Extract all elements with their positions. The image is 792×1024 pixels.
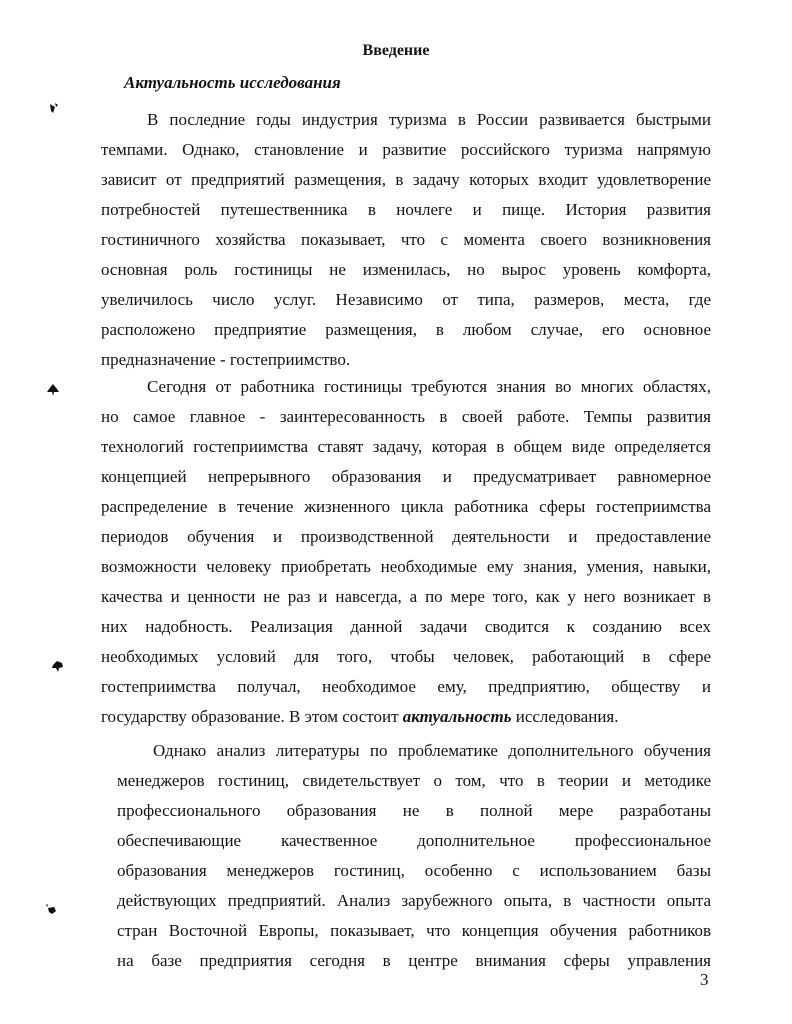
scan-artifact-mark <box>46 383 60 397</box>
text-line: Сегодня от работника гостиницы требуются знания во многих областях, <box>147 377 711 396</box>
text-line: периодов обучения и производственной деятельности и предоставление <box>101 527 711 546</box>
text-line: увеличилось число услуг. Независимо от типа, размеров, места, где <box>101 290 711 309</box>
text-line: концепцией непрерывного образования и предусматривает равномерное <box>101 467 711 486</box>
text-line: на базе предприятия сегодня в центре внимания сферы управления <box>117 951 711 970</box>
text-line: зависит от предприятий размещения, в задачу которых входит удовлетворение <box>101 170 711 189</box>
text-segment: государству образование. В этом состоит <box>101 707 403 726</box>
emphasized-term: актуальность <box>402 707 512 726</box>
text-line: Однако анализ литературы по проблематике дополнительного обучения <box>153 741 711 760</box>
text-line: предназначение - гостеприимство. <box>101 350 351 369</box>
text-line: качества и ценности не раз и навсегда, а по мере того, как у него возникает в <box>101 587 711 606</box>
text-line: обеспечивающие качественное дополнительное профессиональное <box>117 831 711 850</box>
text-line: действующих предприятий. Анализ зарубежного опыта, в частности опыта <box>117 891 711 910</box>
text-line: основная роль гостиницы не изменилась, но вырос уровень комфорта, <box>101 260 711 279</box>
text-line: технологий гостеприимства ставят задачу, которая в общем виде определяется <box>101 437 711 456</box>
text-line: образования менеджеров гостиниц, особенно с использованием базы <box>117 861 711 880</box>
text-line: стран Восточной Европы, показывает, что концепция обучения работников <box>117 921 711 940</box>
scan-artifact-mark <box>47 101 61 115</box>
text-line: менеджеров гостиниц, свидетельствует о том, что в теории и методике <box>117 771 711 790</box>
text-line-with-emphasis <box>101 702 711 732</box>
scan-artifact-mark <box>51 659 65 673</box>
text-line: гостеприимства получал, необходимое ему, предприятию, обществу и <box>101 677 711 696</box>
text-line: гостиничного хозяйства показывает, что с момента своего возникновения <box>101 230 711 249</box>
paragraph-3 <box>117 736 711 976</box>
text-segment: исследования. <box>511 707 619 726</box>
text-line: возможности человеку приобретать необходимые ему знания, умения, навыки, <box>101 557 711 576</box>
paragraph-2 <box>101 372 711 732</box>
scan-artifact-mark <box>44 902 58 916</box>
text-line: необходимых условий для того, чтобы человек, работающий в сфере <box>101 647 711 666</box>
text-line: темпами. Однако, становление и развитие российского туризма напрямую <box>101 140 711 159</box>
text-line: потребностей путешественника в ночлеге и пище. История развития <box>101 200 711 219</box>
page-heading: Введение <box>362 42 430 59</box>
section-title: Актуальность исследования <box>124 73 341 92</box>
text-line: В последние годы индустрия туризма в России развивается быстрыми <box>147 110 711 129</box>
text-line: но самое главное - заинтересованность в своей работе. Темпы развития <box>101 407 711 426</box>
text-line: них надобность. Реализация данной задачи сводится к созданию всех <box>101 617 711 636</box>
text-line: профессионального образования не в полной мере разработаны <box>117 801 711 820</box>
text-line: распределение в течение жизненного цикла работника сферы гостеприимства <box>101 497 711 516</box>
text-line: расположено предприятие размещения, в любом случае, его основное <box>101 320 711 339</box>
paragraph-1 <box>101 105 711 375</box>
page-number: 3 <box>700 970 709 989</box>
